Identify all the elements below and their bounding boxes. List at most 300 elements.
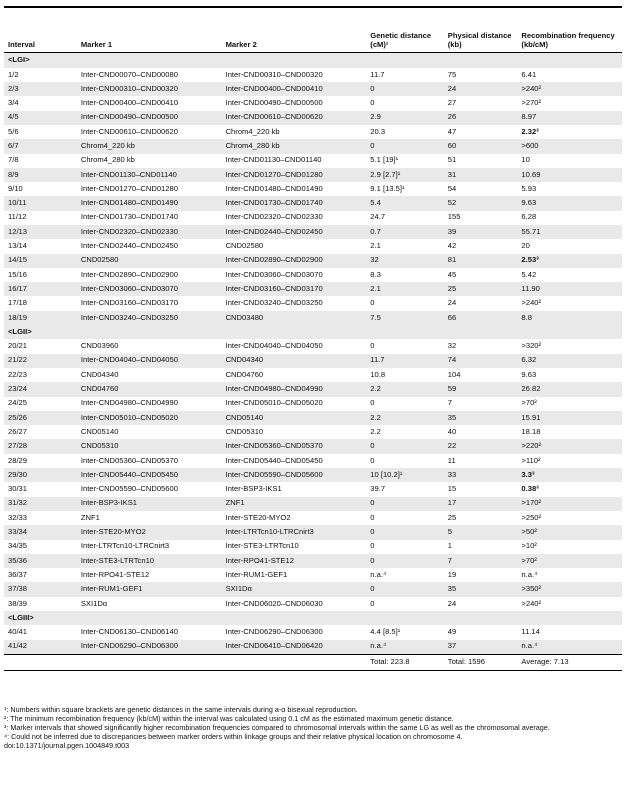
cell-interval: 3/4: [8, 98, 19, 108]
cell-recombination-frequency: >600: [517, 139, 622, 153]
cell-recombination-frequency: >170²: [517, 497, 622, 511]
cell-recombination-frequency: 9.63: [521, 369, 537, 379]
cell-interval: 7/8: [8, 155, 19, 165]
cell-genetic-distance: 0: [366, 82, 443, 96]
total-genetic: Total: 223.8: [366, 654, 443, 670]
cell-interval: 1/2: [8, 69, 19, 79]
cell-interval: 36/37: [8, 569, 28, 579]
cell-marker1: Inter-CND06290–CND06300: [77, 640, 222, 655]
cell-genetic-distance: 4.4 [8.5]¹: [370, 627, 401, 637]
cell-interval: 40/41: [8, 627, 28, 637]
table-row: [4, 511, 622, 525]
cell-empty: [222, 654, 367, 670]
cell-recombination-frequency: >220²: [517, 439, 622, 453]
cell-interval: 20/21: [8, 341, 28, 351]
table-row: [4, 397, 622, 411]
cell-marker1: Inter-CND03060–CND03070: [77, 282, 222, 296]
cell-interval: 12/13: [4, 225, 77, 239]
cell-interval: 30/31: [8, 484, 28, 494]
cell-interval: 27/28: [4, 439, 77, 453]
cell-marker1: Inter-CND05590–CND05600: [80, 484, 178, 494]
table-row: [4, 554, 622, 568]
table-row: [4, 454, 622, 468]
table-row: [4, 497, 622, 511]
cell-genetic-distance: 0: [370, 455, 375, 465]
cell-marker1: Chrom4_280 kb: [80, 155, 135, 165]
cell-genetic-distance: 2.2: [370, 426, 381, 436]
table-row: [4, 296, 622, 310]
cell-marker2: Inter-RUM1-GEF1: [225, 569, 288, 579]
cell-recombination-frequency: n.a.⁴: [517, 640, 622, 655]
cell-genetic-distance: 0: [366, 497, 443, 511]
cell-genetic-distance: 0: [370, 398, 375, 408]
cell-marker1: CND02580: [77, 254, 222, 268]
cell-recombination-frequency: 3.3³: [517, 468, 622, 482]
cell-marker2: CND04760: [225, 369, 264, 379]
totals-row: [4, 654, 622, 670]
cell-genetic-distance: 0: [370, 541, 375, 551]
cell-marker2: CND04340: [222, 354, 367, 368]
cell-marker1: Inter-BSP3-IKS1: [77, 497, 222, 511]
cell-marker1: CND05310: [77, 439, 222, 453]
cell-genetic-distance: 0: [370, 98, 375, 108]
cell-genetic-distance: 2.2: [366, 411, 443, 425]
table-row: [4, 354, 622, 368]
col-header-interval: Interval: [8, 39, 36, 49]
cell-marker2: Chrom4_220 kb: [225, 126, 280, 136]
table-body: [4, 53, 622, 670]
cell-marker2: CND05140: [222, 411, 367, 425]
cell-recombination-frequency: 6.28: [521, 212, 537, 222]
group-header-row: [4, 325, 622, 339]
cell-marker2: Inter-BSP3-IKS1: [225, 484, 282, 494]
col-header-marker2: Marker 2: [225, 39, 257, 49]
table-row: [4, 582, 622, 596]
cell-marker1: Inter-CND00610–CND00620: [80, 126, 178, 136]
table-row: [4, 239, 622, 253]
cell-marker2: Inter-CND06290–CND06300: [225, 627, 323, 637]
cell-interval: 26/27: [8, 426, 28, 436]
table-row: [4, 268, 622, 282]
table-row: [4, 182, 622, 196]
total-physical: Total: 1596: [444, 654, 518, 670]
cell-genetic-distance: 2.1: [366, 282, 443, 296]
cell-recombination-frequency: >250²: [521, 512, 542, 522]
cell-interval: 32/33: [8, 512, 28, 522]
cell-marker2: Inter-CND02890–CND02900: [222, 254, 367, 268]
cell-physical-distance: 1: [447, 541, 453, 551]
cell-physical-distance: 27: [447, 98, 457, 108]
cell-interval: 22/23: [8, 369, 28, 379]
cell-marker2: Inter-CND00610–CND00620: [222, 111, 367, 125]
cell-physical-distance: 24: [447, 298, 457, 308]
cell-physical-distance: 5: [444, 525, 518, 539]
cell-marker1: Inter-CND01270–CND01280: [80, 183, 178, 193]
recombination-table: [4, 30, 622, 671]
top-rule: [4, 6, 622, 8]
cell-recombination-frequency: >10²: [521, 541, 537, 551]
cell-physical-distance: 7: [447, 398, 453, 408]
cell-physical-distance: 35: [444, 582, 518, 596]
cell-genetic-distance: 2.9: [366, 111, 443, 125]
cell-marker1: Inter-CND06130–CND06140: [80, 627, 178, 637]
cell-physical-distance: 51: [447, 155, 457, 165]
table-row: [4, 68, 622, 82]
cell-genetic-distance: 24.7: [370, 212, 386, 222]
cell-marker2: Inter-CND05360–CND05370: [222, 439, 367, 453]
group-header-row: [4, 53, 622, 68]
cell-physical-distance: 15: [447, 484, 457, 494]
cell-recombination-frequency: >70²: [517, 554, 622, 568]
cell-physical-distance: 24: [447, 598, 457, 608]
cell-interval: 41/42: [4, 640, 77, 655]
cell-physical-distance: 81: [444, 254, 518, 268]
cell-physical-distance: 52: [444, 196, 518, 210]
table-row: [4, 625, 622, 639]
cell-genetic-distance: 2.1: [370, 241, 381, 251]
table-row: [4, 125, 622, 139]
cell-marker1: Inter-RPO41-STE12: [80, 569, 150, 579]
cell-physical-distance: 11: [447, 455, 456, 465]
table-row: [4, 540, 622, 554]
cell-marker1: Inter-CND00070–CND00080: [80, 69, 178, 79]
cell-marker1: Inter-CND00310–CND00320: [77, 82, 222, 96]
cell-marker1: Inter-CND04980–CND04990: [80, 398, 178, 408]
table-row: [4, 311, 622, 325]
cell-marker1: Inter-CND04040–CND04050: [77, 354, 222, 368]
cell-genetic-distance: 2.9 [2.7]¹: [366, 168, 443, 182]
cell-recombination-frequency: 9.63: [517, 196, 622, 210]
cell-marker1: Inter-LTRTcn10-LTRCnirt3: [80, 541, 170, 551]
cell-genetic-distance: 7.5: [366, 311, 443, 325]
cell-recombination-frequency: >240²: [521, 598, 542, 608]
table-row: [4, 225, 622, 239]
cell-marker2: Inter-CND02440–CND02450: [222, 225, 367, 239]
cell-recombination-frequency: 2.53³: [517, 254, 622, 268]
table-row: [4, 196, 622, 210]
cell-interval: 16/17: [4, 282, 77, 296]
cell-recombination-frequency: >350²: [517, 582, 622, 596]
cell-genetic-distance: 10 [10.2]¹: [366, 468, 443, 482]
cell-marker2: ZNF1: [222, 497, 367, 511]
footnote: ³: Marker intervals that showed significantly higher recombination frequencies compared to chromosomal intervals within the same LG as well as the chromosomal average.: [4, 723, 550, 732]
cell-interval: 2/3: [4, 82, 77, 96]
cell-marker1: Inter-CND00400–CND00410: [80, 98, 178, 108]
col-header-recombination-frequency: Recombination frequency (kb/cM): [521, 31, 615, 49]
cell-marker1: Inter-CND03240–CND03250: [77, 311, 222, 325]
cell-recombination-frequency: 8.8: [517, 311, 622, 325]
cell-marker2: Inter-CND05440–CND05450: [225, 455, 323, 465]
cell-recombination-frequency: 8.97: [517, 111, 622, 125]
cell-marker2: Inter-CND01130–CND01140: [225, 155, 322, 165]
cell-physical-distance: 26: [444, 111, 518, 125]
cell-interval: 37/38: [4, 582, 77, 596]
table-row: [4, 111, 622, 125]
cell-marker1: Chrom4_220 kb: [77, 139, 222, 153]
cell-empty: [4, 654, 77, 670]
cell-interval: 38/39: [8, 598, 28, 608]
average-recombination: Average: 7.13: [517, 654, 622, 670]
cell-empty: [77, 654, 222, 670]
cell-recombination-frequency: 15.91: [517, 411, 622, 425]
cell-marker2: Inter-RPO41-STE12: [222, 554, 367, 568]
footnote: ¹: Numbers within square brackets are genetic distances in the same intervals during a-α bisexual reproduction.: [4, 705, 358, 714]
table-row: [4, 139, 622, 153]
cell-recombination-frequency: 6.41: [521, 69, 537, 79]
cell-recombination-frequency: n.a.⁴: [521, 569, 538, 579]
footnote: ⁴: Could not be inferred due to discrepancies between marker orders within linkage groups and their relative physical location on chromosome 4.: [4, 732, 463, 741]
cell-interval: 18/19: [4, 311, 77, 325]
cell-marker1: CND04760: [77, 382, 222, 396]
cell-marker1: CND03960: [80, 341, 119, 351]
cell-interval: 8/9: [4, 168, 77, 182]
cell-physical-distance: 40: [447, 426, 457, 436]
table-row: [4, 640, 622, 655]
cell-marker1: Inter-CND05440–CND05450: [77, 468, 222, 482]
cell-marker2: CND05310: [225, 426, 264, 436]
table-row: [4, 439, 622, 453]
cell-physical-distance: 39: [444, 225, 518, 239]
table-row: [4, 468, 622, 482]
cell-interval: 35/36: [4, 554, 77, 568]
cell-recombination-frequency: >320²: [521, 341, 542, 351]
table-row: [4, 597, 622, 611]
cell-interval: 14/15: [4, 254, 77, 268]
cell-marker2: Chrom4_280 kb: [222, 139, 367, 153]
group-label: <LGII>: [4, 325, 622, 339]
cell-physical-distance: 17: [444, 497, 518, 511]
cell-marker2: Inter-CND06020–CND06030: [225, 598, 323, 608]
cell-recombination-frequency: 5.42: [521, 269, 537, 279]
cell-genetic-distance: 11.7: [366, 354, 443, 368]
cell-genetic-distance: n.a.⁴: [370, 569, 387, 579]
cell-interval: 10/11: [4, 196, 77, 210]
cell-recombination-frequency: >270²: [521, 98, 542, 108]
cell-physical-distance: 19: [447, 569, 457, 579]
cell-genetic-distance: n.a.⁴: [366, 640, 443, 655]
cell-interval: 34/35: [8, 541, 28, 551]
group-header-row: [4, 611, 622, 625]
cell-marker2: Inter-STE3-LTRTcn10: [225, 541, 299, 551]
cell-interval: 17/18: [8, 298, 28, 308]
cell-genetic-distance: 0.7: [366, 225, 443, 239]
table-row: [4, 482, 622, 496]
table-row: [4, 425, 622, 439]
table-row: [4, 82, 622, 96]
cell-genetic-distance: 0: [370, 298, 375, 308]
cell-physical-distance: 60: [444, 139, 518, 153]
cell-marker2: Inter-CND01480–CND01490: [225, 183, 323, 193]
cell-marker1: CND05140: [80, 426, 119, 436]
cell-marker1: Inter-CND00490–CND00500: [77, 111, 222, 125]
table-row: [4, 368, 622, 382]
cell-recombination-frequency: 26.82: [517, 382, 622, 396]
header-row: [4, 30, 622, 53]
table-row: [4, 282, 622, 296]
cell-interval: 28/29: [8, 455, 28, 465]
cell-marker1: Inter-CND01730–CND01740: [80, 212, 178, 222]
cell-recombination-frequency: 20: [521, 241, 530, 251]
cell-marker1: Inter-CND02440–CND02450: [80, 241, 178, 251]
cell-physical-distance: 45: [447, 269, 457, 279]
cell-recombination-frequency: 55.71: [517, 225, 622, 239]
cell-recombination-frequency: 0.38³: [521, 484, 539, 494]
cell-genetic-distance: 32: [366, 254, 443, 268]
cell-physical-distance: 37: [444, 640, 518, 655]
cell-genetic-distance: 0: [366, 525, 443, 539]
cell-genetic-distance: 0: [366, 139, 443, 153]
cell-physical-distance: 35: [444, 411, 518, 425]
cell-physical-distance: 74: [444, 354, 518, 368]
cell-marker1: CND04340: [80, 369, 119, 379]
cell-genetic-distance: 0: [366, 554, 443, 568]
cell-marker2: Inter-CND06410–CND06420: [222, 640, 367, 655]
cell-recombination-frequency: 11.90: [517, 282, 622, 296]
cell-recombination-frequency: 5.93: [521, 183, 537, 193]
cell-marker1: ZNF1: [80, 512, 100, 522]
table-row: [4, 525, 622, 539]
cell-interval: 23/24: [4, 382, 77, 396]
cell-marker2: Inter-CND03160–CND03170: [222, 282, 367, 296]
table-row: [4, 254, 622, 268]
cell-physical-distance: 75: [447, 69, 457, 79]
cell-genetic-distance: 20.3: [370, 126, 386, 136]
col-header-marker1: Marker 1: [80, 39, 113, 49]
cell-physical-distance: 47: [447, 126, 457, 136]
cell-marker1: Inter-STE3-LTRTcn10: [77, 554, 222, 568]
cell-marker2: CND02580: [225, 241, 264, 251]
cell-marker1: Inter-CND01130–CND01140: [77, 168, 222, 182]
cell-marker2: Inter-CND02320–CND02330: [225, 212, 323, 222]
cell-marker1: Inter-CND05010–CND05020: [77, 411, 222, 425]
cell-marker2: Inter-CND01730–CND01740: [222, 196, 367, 210]
col-header-physical-distance: Physical distance (kb): [447, 31, 512, 49]
cell-marker1: Inter-STE20-MYO2: [77, 525, 222, 539]
cell-physical-distance: 155: [447, 212, 461, 222]
cell-recombination-frequency: >50²: [517, 525, 622, 539]
cell-physical-distance: 54: [447, 183, 457, 193]
cell-marker2: Inter-CND03060–CND03070: [225, 269, 323, 279]
cell-interval: 29/30: [4, 468, 77, 482]
cell-physical-distance: 59: [444, 382, 518, 396]
cell-marker2: Inter-CND05010–CND05020: [225, 398, 323, 408]
cell-recombination-frequency: 2.32³: [521, 126, 539, 136]
cell-recombination-frequency: >70²: [521, 398, 537, 408]
cell-genetic-distance: 8.3: [370, 269, 381, 279]
cell-recombination-frequency: 11.14: [521, 627, 540, 637]
cell-marker2: Inter-CND03240–CND03250: [225, 298, 323, 308]
cell-marker2: Inter-CND00400–CND00410: [222, 82, 367, 96]
cell-physical-distance: 31: [444, 168, 518, 182]
cell-interval: 15/16: [8, 269, 28, 279]
cell-genetic-distance: 0: [366, 582, 443, 596]
footnote: ²: The minimum recombination frequency (kb/cM) within the interval was calculated using 0.1 cM as the estimated maximum genetic distance.: [4, 714, 454, 723]
cell-marker1: SXI1Dα: [80, 598, 108, 608]
group-label: <LGI>: [4, 53, 622, 68]
col-header-genetic-distance: Genetic distance (cM)¹: [370, 31, 432, 49]
cell-recombination-frequency: >110²: [521, 455, 541, 465]
cell-marker2: Inter-STE20-MYO2: [225, 512, 291, 522]
cell-genetic-distance: 2.2: [366, 382, 443, 396]
cell-marker1: Inter-CND05360–CND05370: [80, 455, 178, 465]
cell-interval: 4/5: [4, 111, 77, 125]
table-row: [4, 154, 622, 168]
cell-recombination-frequency: 6.32: [517, 354, 622, 368]
cell-marker1: Inter-CND03160–CND03170: [80, 298, 178, 308]
cell-recombination-frequency: >240²: [517, 82, 622, 96]
cell-interval: 25/26: [4, 411, 77, 425]
cell-physical-distance: 25: [447, 512, 457, 522]
cell-genetic-distance: 39.7: [370, 484, 386, 494]
cell-recombination-frequency: 10.69: [517, 168, 622, 182]
cell-physical-distance: 49: [447, 627, 457, 637]
cell-interval: 31/32: [4, 497, 77, 511]
footnotes: [4, 705, 622, 750]
cell-genetic-distance: 0: [370, 512, 375, 522]
cell-interval: 9/10: [8, 183, 23, 193]
doi-line: doi:10.1371/journal.pgen.1004849.t003: [4, 741, 130, 750]
cell-marker2: Inter-CND04980–CND04990: [222, 382, 367, 396]
cell-genetic-distance: 10.8: [370, 369, 386, 379]
cell-marker2: Inter-CND04040–CND04050: [225, 341, 323, 351]
cell-physical-distance: 22: [444, 439, 518, 453]
cell-recombination-frequency: 10: [521, 155, 530, 165]
table-row: [4, 411, 622, 425]
cell-physical-distance: 24: [444, 82, 518, 96]
cell-interval: 33/34: [4, 525, 77, 539]
cell-genetic-distance: 0: [370, 598, 375, 608]
cell-physical-distance: 33: [444, 468, 518, 482]
cell-marker1: Inter-CND01480–CND01490: [77, 196, 222, 210]
cell-genetic-distance: 0: [370, 341, 375, 351]
cell-marker1: Inter-RUM1-GEF1: [77, 582, 222, 596]
cell-physical-distance: 25: [444, 282, 518, 296]
cell-interval: 6/7: [4, 139, 77, 153]
cell-marker1: Inter-CND02320–CND02330: [77, 225, 222, 239]
cell-physical-distance: 42: [447, 241, 457, 251]
cell-interval: 24/25: [8, 398, 28, 408]
table-row: [4, 168, 622, 182]
cell-recombination-frequency: 18.18: [521, 426, 541, 436]
cell-genetic-distance: 5.1 [19]¹: [370, 155, 399, 165]
group-label: <LGIII>: [4, 611, 622, 625]
cell-genetic-distance: 0: [366, 439, 443, 453]
cell-marker2: Inter-CND05590–CND05600: [222, 468, 367, 482]
cell-marker2: Inter-LTRTcn10-LTRCnirt3: [222, 525, 367, 539]
cell-marker2: Inter-CND00310–CND00320: [225, 69, 323, 79]
cell-genetic-distance: 5.4: [366, 196, 443, 210]
table-row: [4, 568, 622, 582]
cell-marker2: SXI1Dα: [222, 582, 367, 596]
cell-interval: 11/12: [8, 212, 27, 222]
cell-marker2: Inter-CND00490–CND00500: [225, 98, 323, 108]
cell-marker2: CND03480: [222, 311, 367, 325]
cell-genetic-distance: 11.7: [370, 69, 385, 79]
table-row: [4, 96, 622, 110]
cell-physical-distance: 32: [447, 341, 457, 351]
table-row: [4, 382, 622, 396]
cell-physical-distance: 7: [444, 554, 518, 568]
cell-marker1: Inter-CND02890–CND02900: [80, 269, 178, 279]
cell-physical-distance: 104: [447, 369, 461, 379]
cell-interval: 21/22: [4, 354, 77, 368]
cell-genetic-distance: 9.1 [13.5]¹: [370, 183, 405, 193]
cell-physical-distance: 66: [444, 311, 518, 325]
cell-interval: 13/14: [8, 241, 28, 251]
cell-recombination-frequency: >240²: [521, 298, 542, 308]
table-row: [4, 211, 622, 225]
table-row: [4, 339, 622, 353]
